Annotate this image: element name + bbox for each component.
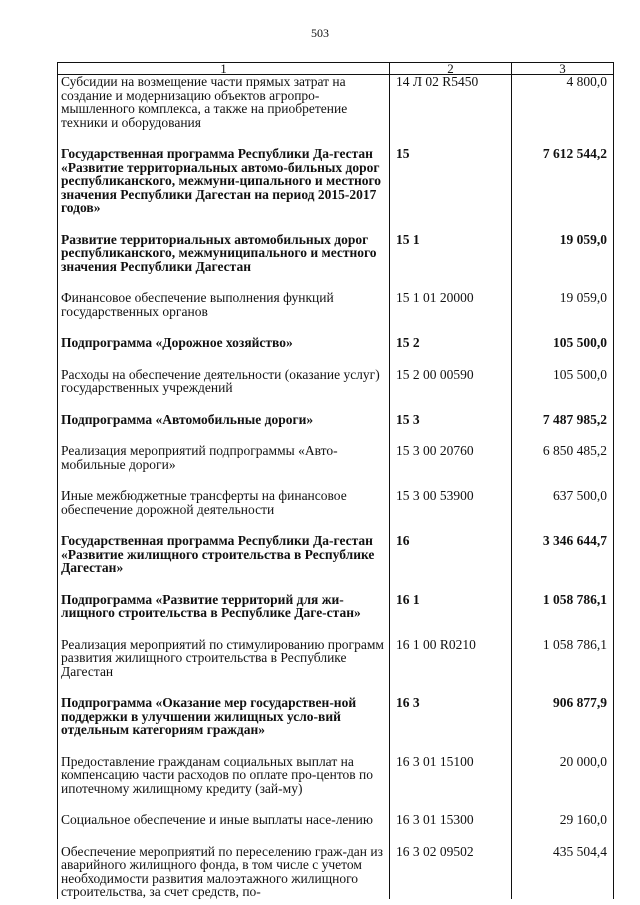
spacer-cell xyxy=(58,273,390,291)
table-row xyxy=(58,489,614,516)
row-value: 20 000,0 xyxy=(512,755,614,796)
row-spacer xyxy=(58,795,614,813)
row-value: 19 059,0 xyxy=(512,291,614,318)
spacer-cell xyxy=(512,350,614,368)
table-row xyxy=(58,75,614,130)
row-value: 435 504,4 xyxy=(512,845,614,899)
spacer-cell xyxy=(512,620,614,638)
row-code: 15 3 xyxy=(390,413,512,427)
row-code: 16 1 00 R0210 xyxy=(390,638,512,679)
row-code: 14 Л 02 R5450 xyxy=(390,75,512,130)
spacer-cell xyxy=(390,273,512,291)
spacer-cell xyxy=(512,426,614,444)
row-spacer xyxy=(58,678,614,696)
table-row xyxy=(58,147,614,215)
table-header-row xyxy=(58,63,614,75)
spacer-cell xyxy=(390,827,512,845)
row-name: Реализация мероприятий подпрограммы «Авто-мобильные дороги» xyxy=(58,444,390,471)
table-row xyxy=(58,444,614,471)
spacer-cell xyxy=(512,318,614,336)
table-row xyxy=(58,813,614,827)
spacer-cell xyxy=(58,827,390,845)
row-code: 15 2 00 00590 xyxy=(390,368,512,395)
row-value: 637 500,0 xyxy=(512,489,614,516)
row-spacer xyxy=(58,215,614,233)
spacer-cell xyxy=(512,471,614,489)
row-spacer xyxy=(58,350,614,368)
spacer-cell xyxy=(58,737,390,755)
spacer-cell xyxy=(58,575,390,593)
row-code: 15 2 xyxy=(390,336,512,350)
spacer-cell xyxy=(512,273,614,291)
row-name: Обеспечение мероприятий по переселению граж-дан из аварийного жилищного фонда, в том числе с учетом необходимости развития малоэтажного жилищного строительства, за счет средств, по- xyxy=(58,845,390,899)
spacer-cell xyxy=(58,395,390,413)
row-name: Государственная программа Республики Да-гестан «Развитие территориальных автомо-бильных дорог республиканского, межмуни-ципального и местного значения Республики Дагестан на период 2015-2017 годов» xyxy=(58,147,390,215)
spacer-cell xyxy=(512,827,614,845)
spacer-cell xyxy=(390,516,512,534)
row-value: 29 160,0 xyxy=(512,813,614,827)
row-code: 16 xyxy=(390,534,512,575)
row-code: 15 xyxy=(390,147,512,215)
row-value: 105 500,0 xyxy=(512,368,614,395)
row-spacer xyxy=(58,471,614,489)
spacer-cell xyxy=(58,215,390,233)
spacer-cell xyxy=(58,426,390,444)
spacer-cell xyxy=(390,471,512,489)
row-spacer xyxy=(58,318,614,336)
spacer-cell xyxy=(390,737,512,755)
spacer-cell xyxy=(390,350,512,368)
row-name: Социальное обеспечение и иные выплаты насе-лению xyxy=(58,813,390,827)
row-name: Государственная программа Республики Да-гестан «Развитие жилищного строительства в Республике Дагестан» xyxy=(58,534,390,575)
row-value: 6 850 485,2 xyxy=(512,444,614,471)
page-number: 503 xyxy=(311,26,329,40)
table-row xyxy=(58,696,614,737)
table-row xyxy=(58,755,614,796)
row-name: Субсидии на возмещение части прямых затрат на создание и модернизацию объектов агропро-мышленного комплекса, а также на приобретение техники и оборудования xyxy=(58,75,390,130)
column-header-2: 2 xyxy=(390,63,512,75)
table-row xyxy=(58,593,614,620)
row-spacer xyxy=(58,516,614,534)
spacer-cell xyxy=(390,795,512,813)
row-spacer xyxy=(58,575,614,593)
spacer-cell xyxy=(390,426,512,444)
row-value: 7 487 985,2 xyxy=(512,413,614,427)
table-row xyxy=(58,291,614,318)
spacer-cell xyxy=(58,471,390,489)
row-spacer xyxy=(58,620,614,638)
spacer-cell xyxy=(512,575,614,593)
table-row xyxy=(58,534,614,575)
row-name: Расходы на обеспечение деятельности (оказание услуг) государственных учреждений xyxy=(58,368,390,395)
spacer-cell xyxy=(58,795,390,813)
row-value: 105 500,0 xyxy=(512,336,614,350)
row-code: 15 1 xyxy=(390,233,512,274)
spacer-cell xyxy=(512,395,614,413)
row-spacer xyxy=(58,395,614,413)
row-spacer xyxy=(58,273,614,291)
row-spacer xyxy=(58,129,614,147)
spacer-cell xyxy=(512,129,614,147)
table-row xyxy=(58,413,614,427)
row-name: Подпрограмма «Дорожное хозяйство» xyxy=(58,336,390,350)
row-name: Финансовое обеспечение выполнения функций государственных органов xyxy=(58,291,390,318)
row-code: 16 3 02 09502 xyxy=(390,845,512,899)
spacer-cell xyxy=(390,215,512,233)
table-row xyxy=(58,638,614,679)
row-name: Подпрограмма «Развитие территорий для жи-лищного строительства в Республике Даге-стан» xyxy=(58,593,390,620)
spacer-cell xyxy=(390,620,512,638)
row-value: 1 058 786,1 xyxy=(512,593,614,620)
spacer-cell xyxy=(512,516,614,534)
row-name: Подпрограмма «Оказание мер государствен-ной поддержки в улучшении жилищных усло-вий отдельным категориям граждан» xyxy=(58,696,390,737)
spacer-cell xyxy=(390,395,512,413)
spacer-cell xyxy=(58,516,390,534)
row-name: Развитие территориальных автомобильных дорог республиканского, межмуниципального и местного значения Республики Дагестан xyxy=(58,233,390,274)
row-name: Предоставление гражданам социальных выплат на компенсацию части расходов по оплате про-центов по ипотечному жилищному кредиту (зай-му) xyxy=(58,755,390,796)
spacer-cell xyxy=(58,318,390,336)
table-row xyxy=(58,845,614,899)
budget-table xyxy=(57,62,614,899)
spacer-cell xyxy=(58,620,390,638)
table-body xyxy=(58,75,614,899)
spacer-cell xyxy=(512,215,614,233)
spacer-cell xyxy=(512,795,614,813)
row-code: 15 3 00 20760 xyxy=(390,444,512,471)
row-value: 906 877,9 xyxy=(512,696,614,737)
column-header-3: 3 xyxy=(512,63,614,75)
row-code: 15 3 00 53900 xyxy=(390,489,512,516)
spacer-cell xyxy=(58,129,390,147)
row-name: Реализация мероприятий по стимулированию программ развития жилищного строительства в Республике Дагестан xyxy=(58,638,390,679)
row-spacer xyxy=(58,737,614,755)
row-name: Подпрограмма «Автомобильные дороги» xyxy=(58,413,390,427)
spacer-cell xyxy=(58,350,390,368)
spacer-cell xyxy=(512,737,614,755)
row-spacer xyxy=(58,426,614,444)
spacer-cell xyxy=(58,678,390,696)
spacer-cell xyxy=(390,575,512,593)
row-code: 15 1 01 20000 xyxy=(390,291,512,318)
row-code: 16 3 xyxy=(390,696,512,737)
spacer-cell xyxy=(390,129,512,147)
spacer-cell xyxy=(390,318,512,336)
table-row xyxy=(58,368,614,395)
spacer-cell xyxy=(512,678,614,696)
row-code: 16 1 xyxy=(390,593,512,620)
row-value: 3 346 644,7 xyxy=(512,534,614,575)
column-header-1: 1 xyxy=(58,63,390,75)
row-value: 4 800,0 xyxy=(512,75,614,130)
spacer-cell xyxy=(390,678,512,696)
row-code: 16 3 01 15100 xyxy=(390,755,512,796)
table-row xyxy=(58,233,614,274)
table-row xyxy=(58,336,614,350)
row-value: 19 059,0 xyxy=(512,233,614,274)
row-code: 16 3 01 15300 xyxy=(390,813,512,827)
row-name: Иные межбюджетные трансферты на финансовое обеспечение дорожной деятельности xyxy=(58,489,390,516)
row-value: 1 058 786,1 xyxy=(512,638,614,679)
row-value: 7 612 544,2 xyxy=(512,147,614,215)
row-spacer xyxy=(58,827,614,845)
